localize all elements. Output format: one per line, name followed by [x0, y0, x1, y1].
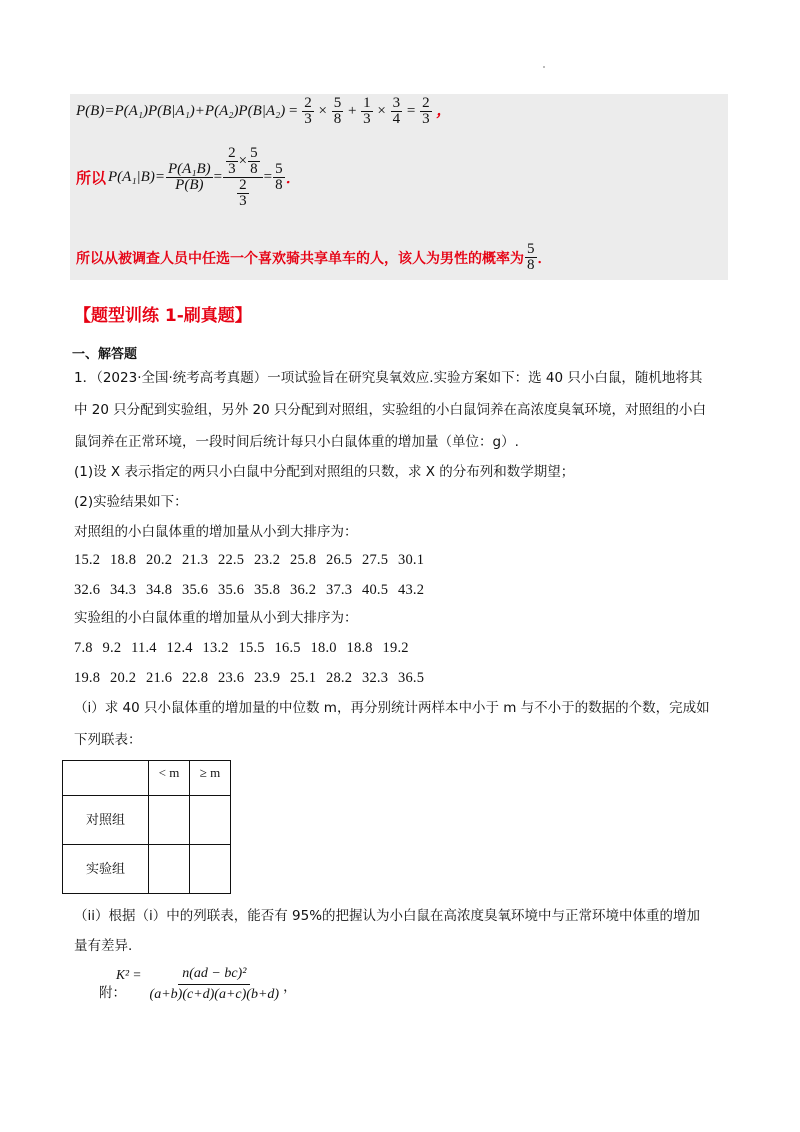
question-i-line-2: 下列联表： — [74, 732, 142, 748]
experiment-data-row-2: 19.8 20.2 21.6 22.8 23.6 23.9 25.1 28.2 32.3 36.5 — [74, 670, 425, 686]
fraction-numerator: 3 — [392, 95, 401, 111]
table-cell — [190, 796, 231, 845]
fraction-numerator: 1 — [363, 95, 371, 111]
period: ． — [285, 171, 301, 187]
fraction-denominator: 3 — [304, 111, 312, 127]
conditional-lhs: P(A₁|B)= — [108, 169, 165, 185]
control-data-row-2: 32.6 34.3 34.8 35.6 35.6 35.8 36.2 37.3 40.5 43.2 — [74, 582, 425, 598]
fraction-numerator: 5 — [275, 161, 283, 177]
question-ii-line-2: 量有差异. — [74, 938, 133, 954]
fraction-denominator: 8 — [527, 257, 535, 273]
fraction-denominator: 8 — [333, 111, 342, 127]
fraction-denominator: 8 — [275, 177, 283, 193]
times-sign: × — [318, 102, 327, 119]
table-row-label-control: 对照组 — [63, 796, 149, 845]
fraction-denominator: 8 — [250, 161, 258, 177]
fraction-denominator: 3 — [239, 193, 247, 209]
comma: ， — [436, 102, 452, 119]
fraction-denominator: 3 — [363, 111, 371, 127]
k-squared-denominator: (a+b)(c+d)(a+c)(b+d) — [149, 987, 280, 1002]
problem-line-2: 中 20 只分配到实验组，另外 20 只分配到对照组，实验组的小白鼠饲养在高浓度臭氧环境，对照组的小白 — [74, 402, 707, 418]
suoyi-label: 所以 — [76, 169, 107, 187]
equals-sign: = — [213, 169, 223, 185]
fraction-denominator: 4 — [392, 111, 401, 127]
total-probability-formula: P(B)=P(A₁)P(B|A₁)+P(A₂)P(B|A₂) — [76, 102, 286, 119]
fraction-denominator: 3 — [228, 161, 236, 177]
experiment-group-title: 实验组的小白鼠体重的增加量从小到大排序为： — [74, 610, 358, 626]
conclusion-text: 所以从被调查人员中任选一个喜欢骑共享单车的人，该人为男性的概率为 — [76, 250, 524, 267]
k-squared-numerator: n(ad − bc)² — [178, 966, 250, 985]
fraction-denominator: P(B) — [175, 177, 204, 193]
section-title: 【题型训练 1-刷真题】 — [74, 306, 252, 326]
times-sign: × — [377, 102, 386, 119]
fraction-numerator: P(A₁B) — [167, 161, 211, 177]
contingency-table — [62, 760, 231, 894]
k-squared-symbol: K² = — [116, 966, 142, 982]
equals-sign: = — [289, 102, 298, 119]
fraction-denominator: 3 — [422, 111, 430, 127]
period: ． — [537, 250, 552, 267]
fraction-numerator: 5 — [333, 95, 342, 111]
fu-label: 附： — [99, 985, 126, 1001]
equals-sign: = — [406, 102, 416, 119]
question-ii-line-1: （ii）根据（i）中的列联表，能否有 95%的把握认为小白鼠在高浓度臭氧环境中与正常环境中体重的增加 — [74, 908, 701, 924]
fraction-numerator: 2 — [422, 95, 430, 111]
fraction-numerator: 2 — [228, 145, 236, 161]
solution-box — [70, 94, 728, 280]
conditional-probability-line — [76, 146, 301, 209]
fraction-numerator: 5 — [527, 241, 535, 257]
heading: 一、解答题 — [72, 347, 138, 362]
table-header-less-than-m: < m — [149, 761, 190, 796]
plus-sign: + — [347, 102, 357, 119]
probability-formula-line — [76, 96, 451, 127]
table-header-not-less-than-m: ≥ m — [190, 761, 231, 796]
conclusion-line — [76, 242, 552, 273]
question-1: (1)设 X 表示指定的两只小白鼠中分配到对照组的只数，求 X 的分布列和数学期望； — [74, 464, 575, 480]
control-group-title: 对照组的小白鼠体重的增加量从小到大排序为： — [74, 524, 358, 540]
table-cell — [190, 845, 231, 894]
table-corner-cell — [63, 761, 149, 796]
equals-sign: = — [263, 169, 273, 185]
k-squared-formula — [99, 966, 297, 1003]
problem-line-3: 鼠饲养在正常环境，一段时间后统计每只小白鼠体重的增加量（单位：g）. — [74, 434, 519, 450]
table-cell — [149, 796, 190, 845]
problem-line-1: 1．（2023·全国·统考高考真题）一项试验旨在研究臭氧效应.实验方案如下：选 40 只小白鼠，随机地将其 — [74, 370, 703, 386]
fraction-numerator: 5 — [250, 145, 258, 161]
question-2: (2)实验结果如下： — [74, 494, 188, 510]
k-squared-comma: ， — [283, 978, 297, 995]
question-i-line-1: （i）求 40 只小鼠体重的增加量的中位数 m，再分别统计两样本中小于 m 与不小于的数据的个数，完成如 — [74, 700, 710, 716]
fraction-numerator: 2 — [304, 95, 312, 111]
table-cell — [149, 845, 190, 894]
experiment-data-row-1: 7.8 9.2 11.4 12.4 13.2 15.5 16.5 18.0 18.8 19.2 — [74, 640, 409, 656]
table-row-label-experiment: 实验组 — [63, 845, 149, 894]
nested-fraction — [223, 146, 262, 209]
control-data-row-1: 15.2 18.8 20.2 21.3 22.5 23.2 25.8 26.5 27.5 30.1 — [74, 552, 425, 568]
fraction-numerator: 2 — [239, 177, 247, 193]
times-sign: × — [238, 153, 248, 169]
stray-dot — [543, 66, 545, 68]
